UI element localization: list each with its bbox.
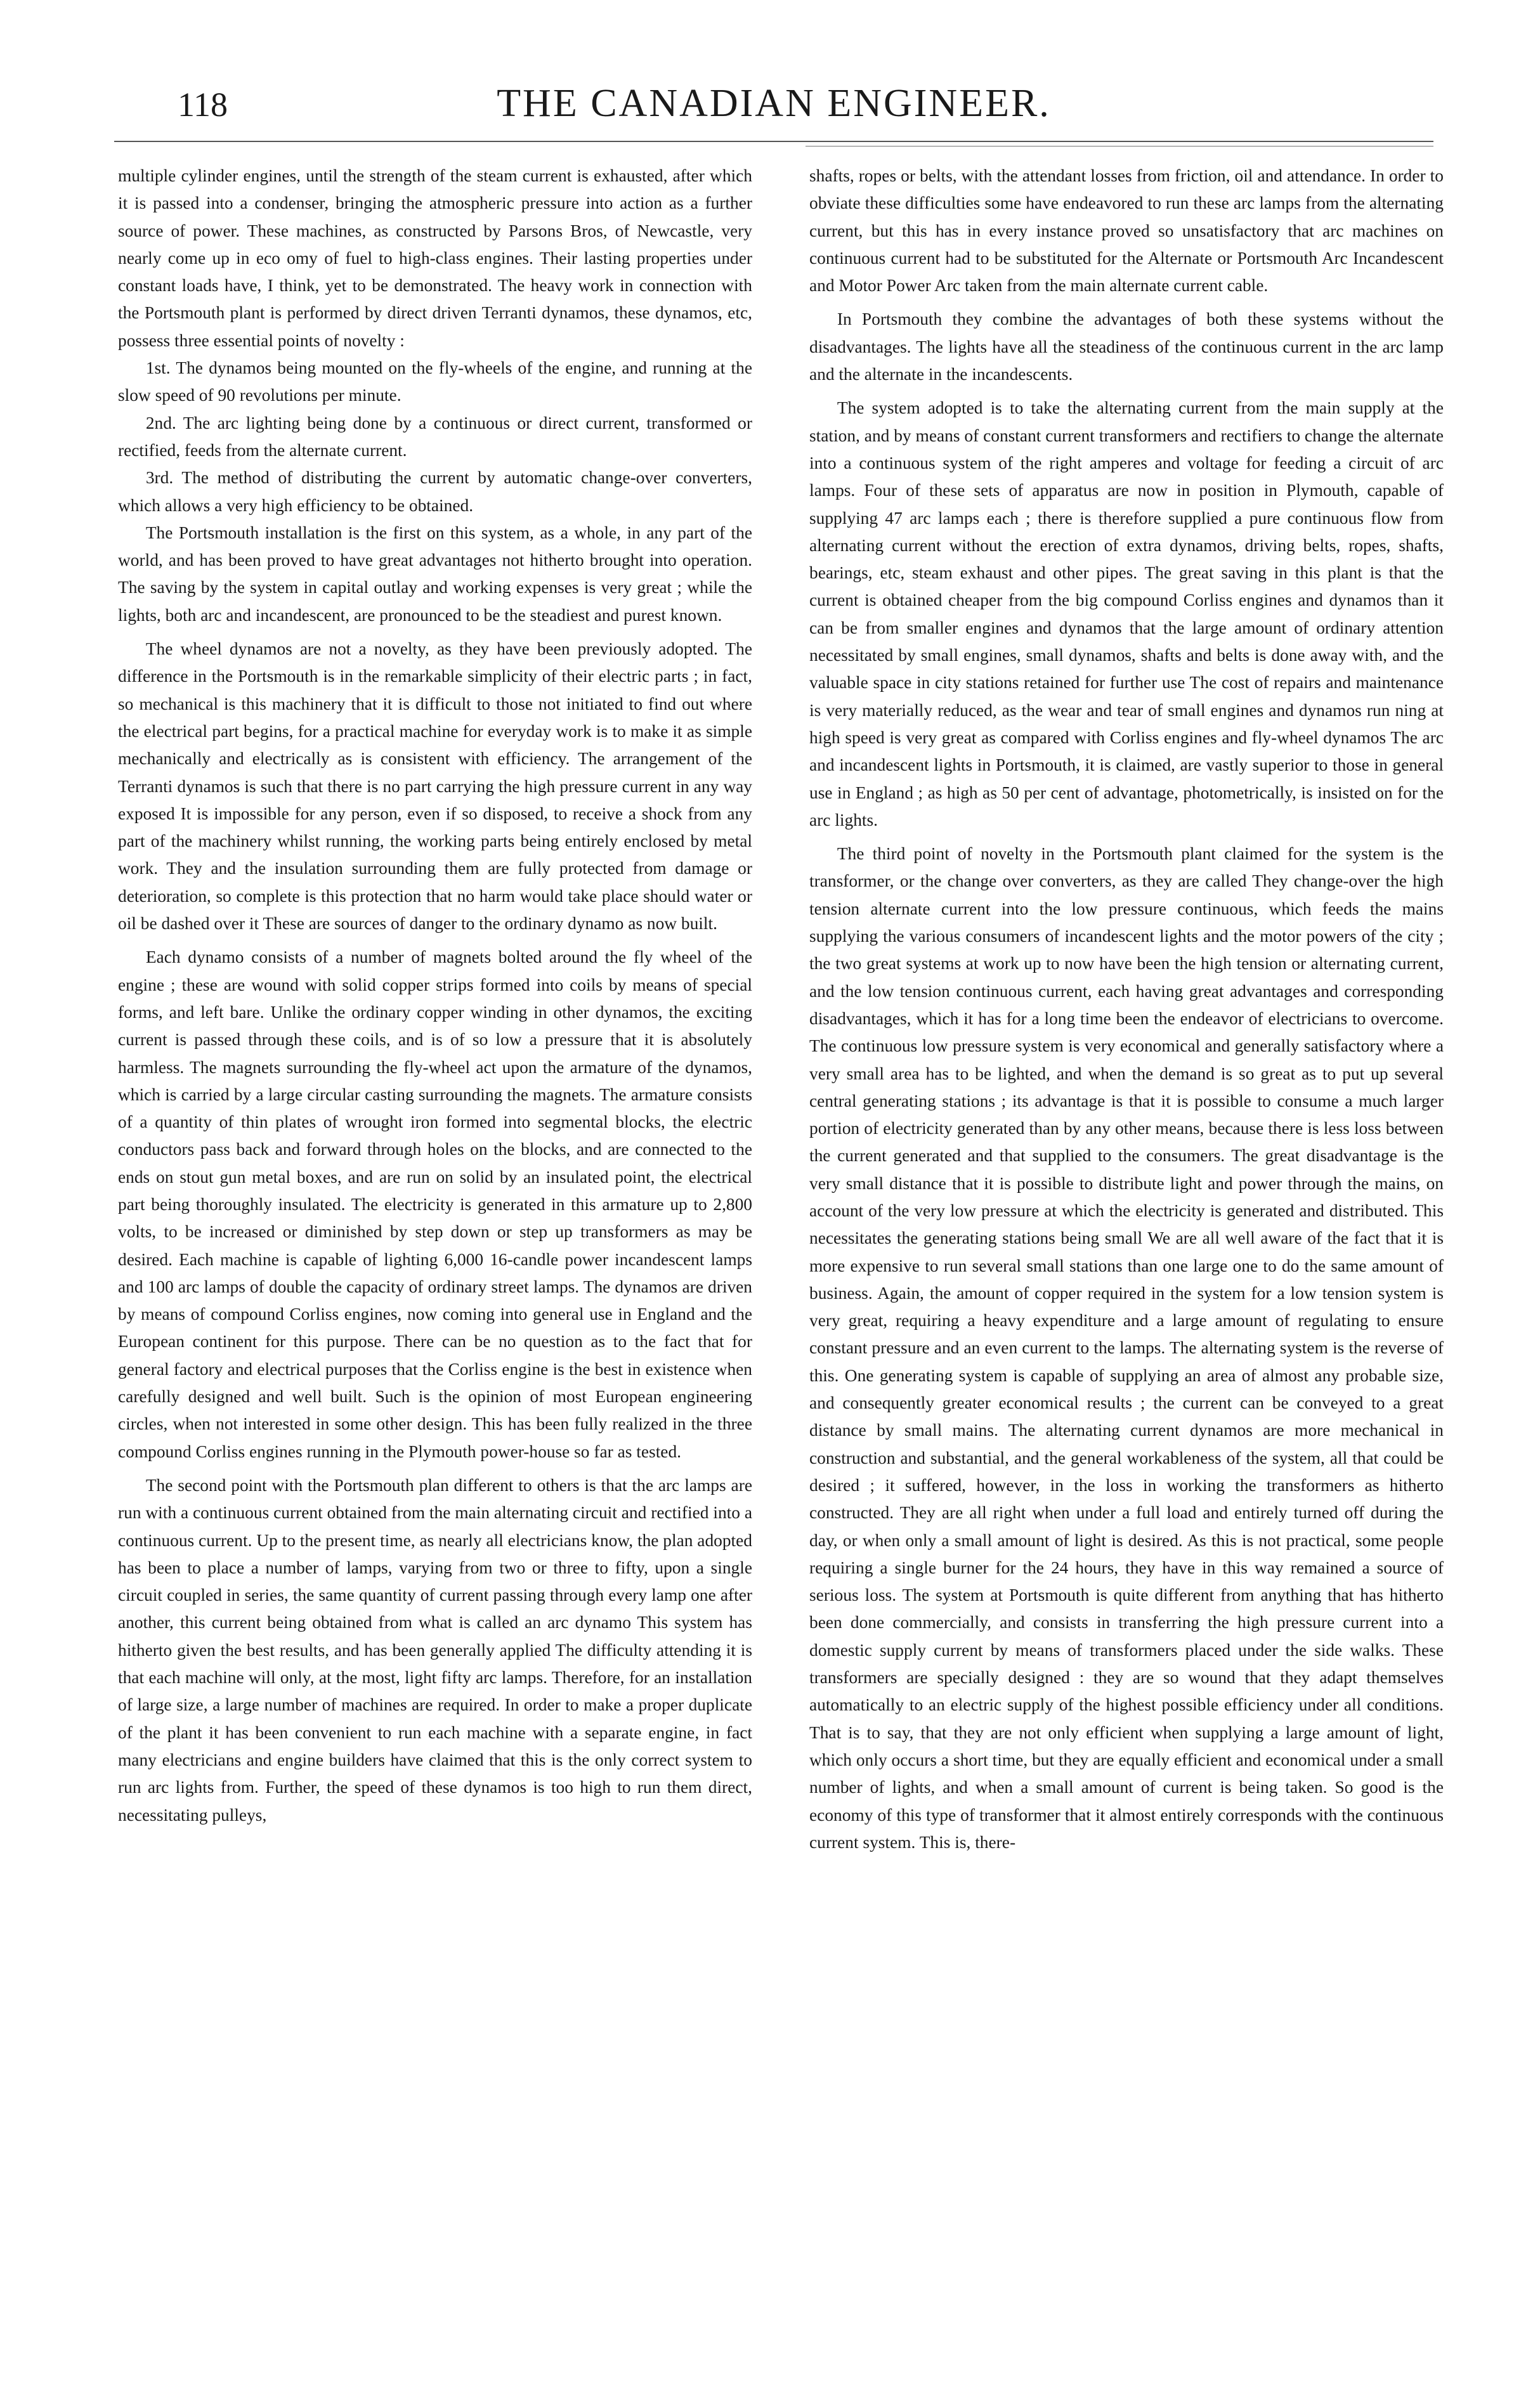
- journal-title: THE CANADIAN ENGINEER.: [497, 82, 1051, 125]
- paragraph: Each dynamo consists of a number of magnets bolted around the fly wheel of the engine ; these are wound with solid copper strips formed into coils by means of special forms, and left bare. Unlike the ordinary copper winding in other dynamos, the exciting current is passed through these coils, and is of so low a pressure that it is absolutely harmless. The magnets surrounding the fly-wheel act upon the armature of the dynamos, which is carried by a large circular casting surrounding the magnets. The armature consists of a quantity of thin plates of wrought iron formed into segmental blocks, the electric conductors pass back and forward through holes on the blocks, and are connected to the ends on stout gun metal boxes, and are run on solid by an insulated point, the electrical part being thoroughly insulated. The electricity is generated in this armature up to 2,800 volts, to be increased or diminished by step down or step up transformers as may be desired. Each machine is capable of lighting 6,000 16-candle power incandescent lamps and 100 arc lamps of double the capacity of ordinary street lamps. The dynamos are driven by means of compound Corliss engines, now coming into general use in England and the European continent for this purpose. There can be no question as to the fact that for general factory and electrical purposes that the Corliss engine is the best in existence when carefully designed and well built. Such is the opinion of most European engineering circles, when not interested in some other design. This has been fully realized in the three compound Corliss engines running in the Plymouth power-house so far as tested.: [118, 947, 752, 1461]
- paragraph: In Portsmouth they combine the advantages of both these systems without the disadvantages. The lights have all the steadiness of the continuous current in the arc lamp and the alternate in the incandescents.: [809, 309, 1444, 384]
- paragraph: 1st. The dynamos being mounted on the fly-wheels of the engine, and running at the slow speed of 90 revolutions per minute.: [118, 358, 752, 405]
- header-rule: [114, 141, 1433, 142]
- paragraph: shafts, ropes or belts, with the attendant losses from friction, oil and attendance. In order to obviate these difficulties some have endeavored to run these arc lamps from the alternating current, but this has in every instance proved so unsatisfactory that arc machines on continuous current had to be substituted for the Alternate or Portsmouth Arc Incandescent and Motor Power Arc taken from the main alternate current cable.: [809, 166, 1444, 296]
- paragraph: The wheel dynamos are not a novelty, as they have been previously adopted. The difference in the Portsmouth is in the remarkable simplicity of their electric parts ; in fact, so mechanical is this machinery that it is difficult to those not initiated to find out where the electrical part begins, for a practical machine for everyday work is to make it as simple mechanically and electrically as is consistent with efficiency. The arrangement of the Terranti dynamos is such that there is no part carrying the high pressure current in any way exposed It is impossible for any person, even if so disposed, to receive a shock from any part of the machinery whilst running, the working parts being entirely enclosed by metal work. They and the insulation surrounding them are fully protected from damage or deterioration, so complete is this protection that no harm would take place should water or oil be dashed over it These are sources of danger to the ordinary dynamo as now built.: [118, 639, 752, 934]
- page-number: 118: [178, 86, 228, 124]
- paragraph: The Portsmouth installation is the first on this system, as a whole, in any part of the world, and has been proved to have great advantages not hitherto brought into operation. The saving by the system in capital outlay and working expenses is very great ; while the lights, both arc and incandescent, are pronounced to be the steadiest and purest known.: [118, 523, 752, 625]
- paragraph: 3rd. The method of distributing the current by automatic change-over converters, which allows a very high efficiency to be obtained.: [118, 468, 752, 515]
- paragraph: The third point of novelty in the Portsmouth plant claimed for the system is the transformer, or the change over converters, as they are called They change-over the high tension alternate current into the low pressure continuous, which feeds the mains supplying the various consumers of incandescent lights and the motor powers of the city ; the two great systems at work up to now have been the high tension or alternating current, and the low tension continuous current, each having great advantages and corresponding disadvantages, which it has for a long time been the endeavor of electricians to overcome. The continuous low pressure system is very economical and generally satisfactory where a very small area has to be lighted, and when the demand is so great as to put up several central generating stations ; its advantage is that it is possible to consume a much larger portion of electricity generated than by any other means, because there is less loss between the current generated and that supplied to the consumers. The great disadvantage is the very small distance that it is possible to distribute light and power through the mains, on account of the very low pressure at which the electricity is generated and distributed. This necessitates the generating stations being small We are all well aware of the fact that it is more expensive to run several small stations than one large one to do the same amount of business. Again, the amount of copper required in the system for a low tension system is very great, requiring a heavy expenditure and a large amount of regulating to ensure constant pressure and an even current to the lamps. The alternating system is the reverse of this. One generating system is capable of supplying an area of almost any probable size, and consequently greater economical results ; the current can be conveyed to a great distance by small mains. The alternating current dynamos are more mechanical in construction and substantial, and the general workableness of the system, all that could be desired ; it suffered, however, in the loss in working the transformers as hitherto constructed. They are all right when under a full load and entirely turned off during the day, or when only a small amount of light is desired. As this is not practical, some people requiring a single burner for the 24 hours, they have in this way remained a source of serious loss. The system at Portsmouth is quite different from anything that has hitherto been done commercially, and consists in transferring the high pressure current into a domestic supply current by means of transformers placed under the side walks. These transformers are specially designed : they are so wound that they adapt themselves automatically to an electric supply of the highest possible efficiency under all conditions. That is to say, that they are not only efficient when supplying a large amount of light, which only occurs a short time, but they are equally efficient and economical under a small number of lights, and when a small amount of current is being taken. So good is the economy of this type of transformer that it almost entirely corresponds with the continuous current system. This is, there-: [809, 844, 1444, 1852]
- paragraph: The system adopted is to take the alternating current from the main supply at the station, and by means of constant current transformers and rectifiers to change the alternate into a continuous system of the right amperes and voltage for feeding a circuit of arc lamps. Four of these sets of apparatus are now in position in Plymouth, capable of supplying 47 arc lamps each ; there is therefore supplied a pure continuous flow from alternating current without the erection of extra dynamos, driving belts, ropes, shafts, bearings, etc, steam exhaust and other pipes. The great saving in this plant is that the current is obtained cheaper from the big compound Corliss engines and dynamos than it can be from smaller engines and dynamos that the large amount of ordinary attention necessitated by small engines, small dynamos, shafts and belts is done away with, and the valuable space in city stations retained for further use The cost of repairs and maintenance is very materially reduced, as the wear and tear of small engines and dynamos run ning at high speed is very great as compared with Corliss engines and fly-wheel dynamos The arc and incandescent lights in Portsmouth, it is claimed, are vastly superior to those in general use in England ; as high as 50 per cent of advantage, photometrically, is insisted on for the arc lights.: [809, 398, 1444, 830]
- left-column: [118, 162, 752, 2357]
- right-column: [809, 162, 1444, 2357]
- paragraph: multiple cylinder engines, until the strength of the steam current is exhausted, after which it is passed into a condenser, bringing the atmospheric pressure into action as a further source of power. These machines, as constructed by Parsons Bros, of Newcastle, very nearly come up in eco omy of fuel to high-class engines. Their lasting properties under constant loads have, I think, yet to be demonstrated. The heavy work in connection with the Portsmouth plant is performed by direct driven Terranti dynamos, these dynamos, etc, possess three essential points of novelty :: [118, 166, 752, 350]
- paragraph: 2nd. The arc lighting being done by a continuous or direct current, transformed or rectified, feeds from the alternate current.: [118, 413, 752, 460]
- page-header: [114, 82, 1433, 142]
- paragraph: The second point with the Portsmouth plan different to others is that the arc lamps are run with a continuous current obtained from the main alternating circuit and rectified into a continuous current. Up to the present time, as nearly all electricians know, the plan adopted has been to place a number of lamps, varying from two or three to fifty, upon a single circuit coupled in series, the same quantity of current passing through every lamp one after another, this current being obtained from what is called an arc dynamo This system has hitherto given the best results, and has been generally applied The difficulty attending it is that each machine will only, at the most, light fifty arc lamps. Therefore, for an installation of large size, a large number of machines are required. In order to make a proper duplicate of the plant it has been convenient to run each machine with a separate engine, in fact many electricians and engine builders have claimed that this is the only correct system to run arc lights from. Further, the speed of these dynamos is too high to run them direct, necessitating pulleys,: [118, 1475, 752, 1825]
